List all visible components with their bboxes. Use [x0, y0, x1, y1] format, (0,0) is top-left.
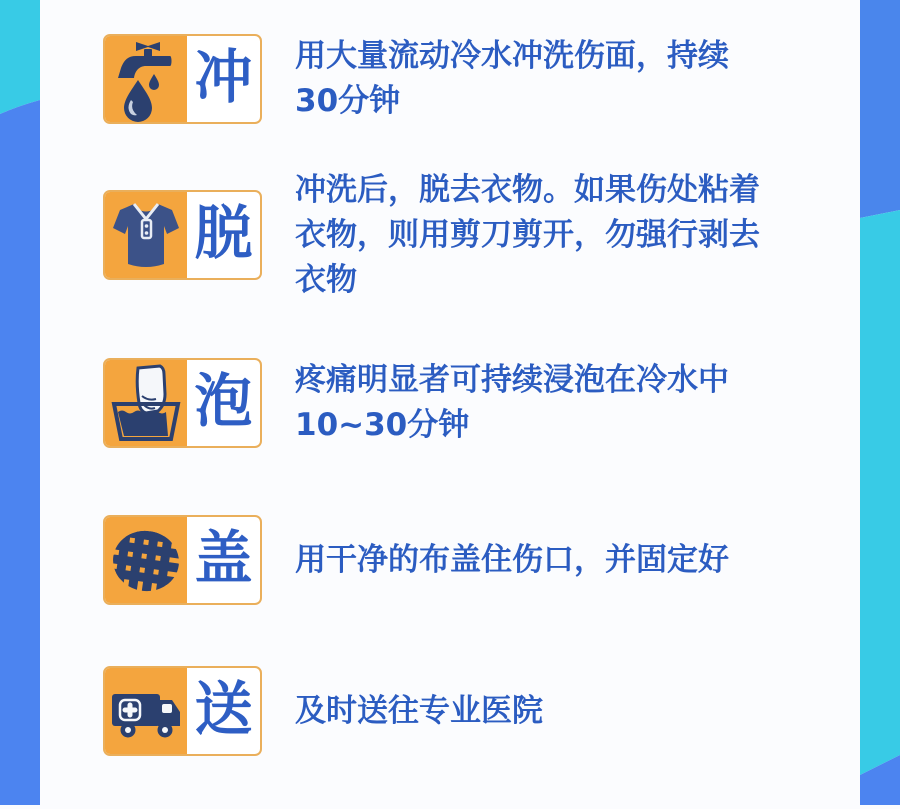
step-text: 及时送往专业医院: [295, 692, 543, 729]
corner-decoration-left: [0, 0, 40, 805]
step-label: 冲: [194, 43, 253, 111]
step-badge-remove: [103, 190, 262, 280]
gauze-icon: [105, 517, 187, 603]
faucet-icon: [105, 36, 187, 122]
step-text: 疼痛明显者可持续浸泡在冷水中10~30分钟: [295, 362, 729, 443]
step-row-cover: [103, 515, 765, 605]
basin-soak-icon: [105, 360, 187, 446]
step-label: 脱: [194, 199, 253, 267]
ribbon-left-shape: [0, 0, 40, 805]
corner-decoration-right: [860, 0, 900, 805]
ribbon-right-shape: [860, 0, 900, 805]
step-row-soak: [103, 358, 765, 448]
step-label: 送: [194, 675, 253, 743]
step-badge-cover: [103, 515, 262, 605]
step-row-send: [103, 666, 765, 756]
step-text: 用大量流动冷水冲洗伤面，持续30分钟: [295, 38, 729, 119]
step-label: 泡: [194, 367, 253, 435]
step-row-rinse: [103, 34, 765, 124]
shirt-icon: [105, 192, 187, 278]
step-text: 冲洗后，脱去衣物。如果伤处粘着衣物，则用剪刀剪开，勿强行剥去衣物: [295, 171, 760, 298]
step-row-remove: [103, 171, 765, 298]
step-badge-rinse: [103, 34, 262, 124]
step-text: 用干净的布盖住伤口，并固定好: [295, 541, 729, 578]
ambulance-icon: [105, 668, 187, 754]
step-label: 盖: [194, 524, 253, 592]
step-badge-soak: [103, 358, 262, 448]
step-badge-send: [103, 666, 262, 756]
